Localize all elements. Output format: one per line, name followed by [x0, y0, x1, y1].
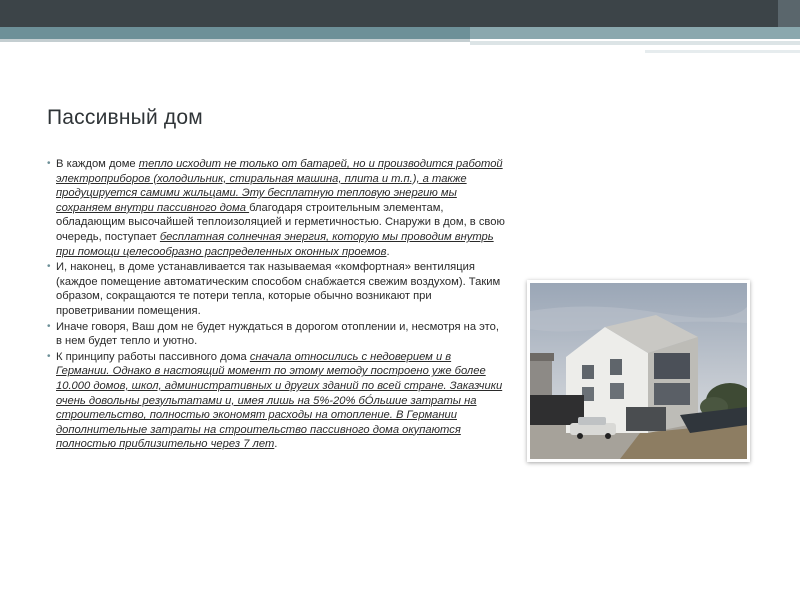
bullet-marker-icon: • — [47, 158, 51, 169]
hyperlink-text[interactable]: бесплатная солнечная энергия, которую мы проводим внутрь при помощи целесообразно распределенных оконных проемов — [56, 230, 494, 258]
header-dark-stripe — [0, 0, 800, 27]
header-dark-stripe-end — [778, 0, 800, 27]
slide-header-band — [0, 0, 800, 58]
bullet-marker-icon: • — [47, 261, 51, 273]
bullet-item — [47, 260, 507, 318]
bullet-item — [47, 350, 507, 452]
bullet-text: благодаря строительным элементам, обладающим высочайшей теплоизоляцией и герметичностью. Снаружи в дом, в свою очередь, поступает — [56, 201, 505, 243]
bullet-text: И, наконец, в доме устанавливается так называемая «комфортная» вентиляция (каждое помещение автоматическим способом снабжается свежим воздухом). Таким образом, сокращаются те потери тепла, которые обычно возникают при проветривании помещения. — [56, 261, 501, 317]
slide-body — [47, 157, 507, 453]
bullet-text: Иначе говоря, Ваш дом не будет нуждаться в дорогом отоплении и, несмотря на это, в нем будет тепло и уютно. — [56, 320, 499, 348]
bullet-marker-icon: • — [47, 350, 51, 362]
house-photo — [527, 280, 750, 462]
hyperlink-text[interactable]: тепло исходит не только от батарей, но и производится работой электроприборов (холодильник, стиральная машина, плита и т.п.), а также продуцируется самими жильцами. Эту бесплатную тепловую энергию мы сохраняем внутри пассивного дома — [56, 158, 503, 214]
house-photo-icon — [530, 283, 747, 459]
header-thin-line — [470, 41, 800, 45]
bullet-text: К принципу работы пассивного дома — [56, 350, 250, 363]
slide-title: Пассивный дом — [47, 106, 203, 129]
bullet-text: В каждом доме — [56, 158, 139, 170]
bullet-text: . — [274, 438, 278, 451]
bullet-list — [47, 157, 507, 452]
header-thin-line — [0, 39, 470, 42]
bullet-marker-icon: • — [47, 320, 51, 332]
header-teal-stripe-light — [470, 27, 800, 39]
header-thin-line — [645, 50, 800, 53]
bullet-item — [47, 320, 507, 349]
hyperlink-text[interactable]: сначала относились с недоверием и в Германии. Однако в настоящий момент по этому методу построено уже более 10.000 домов, школ, административных и других зданий по всей стране. Заказчики очень довольны результатами и, имея лишь на 5%-20% бÓльшие затраты на строительство, полностью экономят расходы на отопление. В Германии дополнительные затраты на строительство пассивного дома окупаются полностью приблизительно через 7 лет — [56, 350, 503, 451]
bullet-item — [47, 157, 507, 259]
bullet-text: . — [386, 245, 390, 258]
